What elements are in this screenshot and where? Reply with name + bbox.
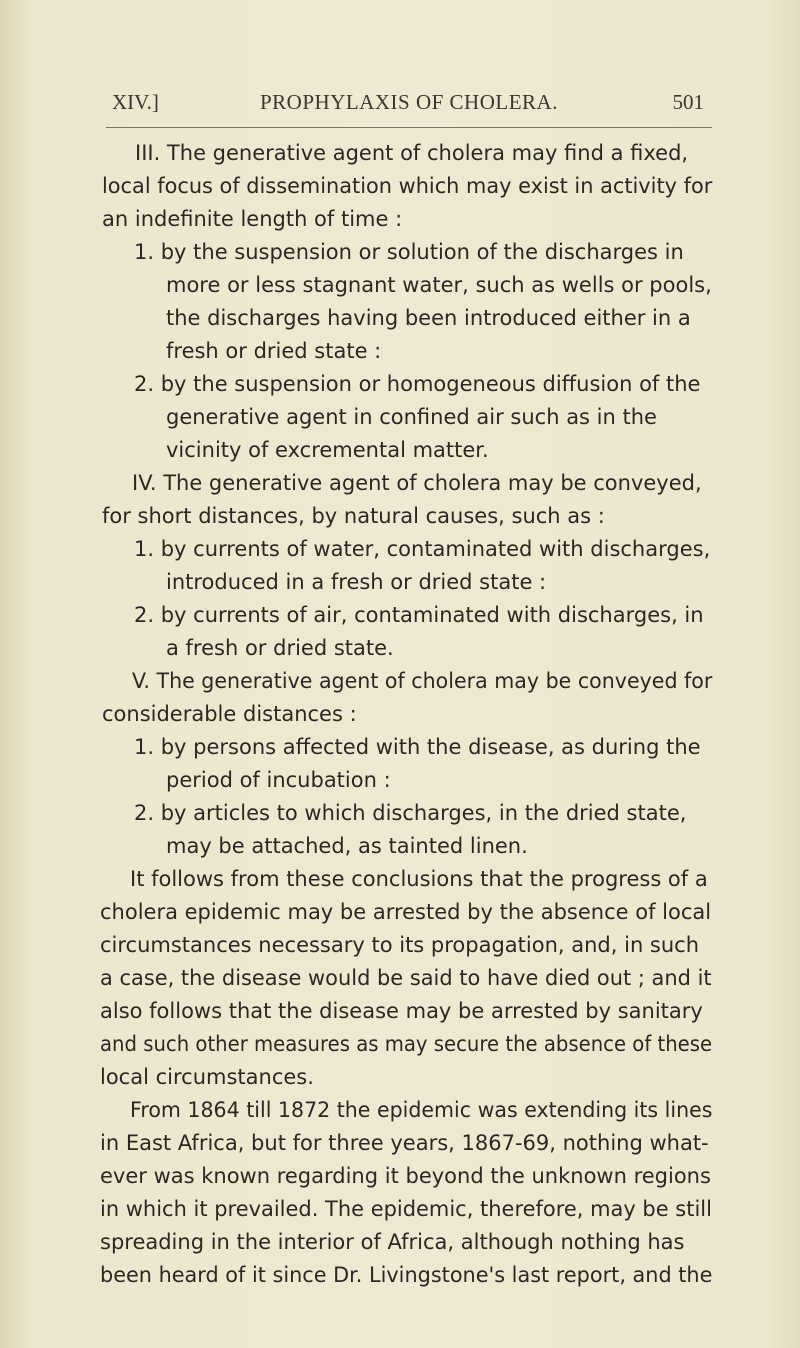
text-line: also follows that the disease may be arrested by sanitary <box>100 999 703 1023</box>
text-line: local focus of dissemination which may exist in activity for <box>102 174 713 198</box>
text-line: may be attached, as tainted linen. <box>166 834 528 858</box>
text-line: an indefinite length of time : <box>102 207 403 231</box>
text-line: the discharges having been introduced either in a <box>166 306 691 330</box>
text-line: and such other measures as may secure the absence of these <box>100 1032 713 1056</box>
text-line: IV. The generative agent of cholera may be conveyed, <box>132 471 702 495</box>
text-line: cholera epidemic may be arrested by the absence of local <box>100 900 712 924</box>
text-line: 1. by the suspension or solution of the discharges in <box>134 240 684 264</box>
text-line: From 1864 till 1872 the epidemic was extending its lines <box>130 1098 713 1122</box>
running-title: PROPHYLAXIS OF CHOLERA. <box>260 90 558 114</box>
text-line: fresh or dried state : <box>166 339 382 363</box>
text-line: III. The generative agent of cholera may find a fixed, <box>135 141 689 165</box>
running-header <box>112 90 704 120</box>
text-line: period of incubation : <box>166 768 391 792</box>
text-line: generative agent in confined air such as in the <box>166 405 657 429</box>
text-line: local circumstances. <box>100 1065 314 1089</box>
header-rule <box>106 127 712 128</box>
text-line: 2. by the suspension or homogeneous diffusion of the <box>134 372 701 396</box>
text-line: a fresh or dried state. <box>166 636 394 660</box>
text-line: ever was known regarding it beyond the unknown regions <box>100 1164 711 1188</box>
text-line: in which it prevailed. The epidemic, therefore, may be still <box>100 1197 712 1221</box>
text-line: 1. by currents of water, contaminated with discharges, <box>134 537 711 561</box>
text-line: V. The generative agent of cholera may be conveyed for <box>132 669 713 693</box>
text-line: a case, the disease would be said to have died out ; and it <box>100 966 712 990</box>
text-line: vicinity of excremental matter. <box>166 438 489 462</box>
text-line: more or less stagnant water, such as wells or pools, <box>166 273 712 297</box>
text-line: 2. by articles to which discharges, in the dried state, <box>134 801 687 825</box>
text-line: introduced in a fresh or dried state : <box>166 570 547 594</box>
text-line: It follows from these conclusions that the progress of a <box>130 867 708 891</box>
page-number: 501 <box>672 90 704 114</box>
text-line: considerable distances : <box>102 702 357 726</box>
text-line: in East Africa, but for three years, 1867-69, nothing what- <box>100 1131 709 1155</box>
text-line: 2. by currents of air, contaminated with discharges, in <box>134 603 704 627</box>
text-line: spreading in the interior of Africa, although nothing has <box>100 1230 685 1254</box>
chapter-marker: XIV.] <box>112 90 159 114</box>
text-line: for short distances, by natural causes, such as : <box>102 504 605 528</box>
text-line: 1. by persons affected with the disease, as during the <box>134 735 701 759</box>
text-line: been heard of it since Dr. Livingstone's last report, and the <box>100 1263 713 1287</box>
text-line: circumstances necessary to its propagation, and, in such <box>100 933 700 957</box>
